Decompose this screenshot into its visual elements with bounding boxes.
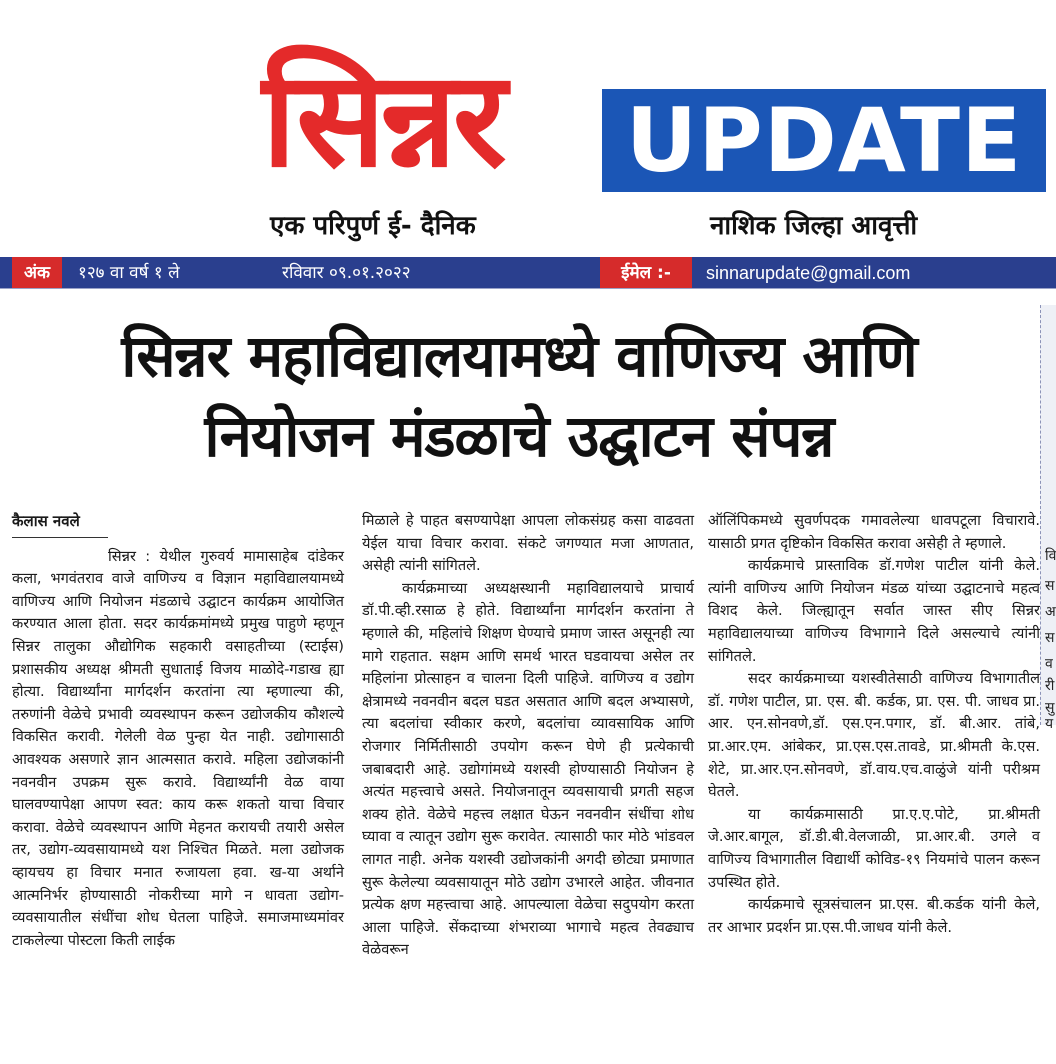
paragraph: ऑलिंपिकमध्ये सुवर्णपदक गमावलेल्या धावपटूला विचारावे. यासाठी प्रगत दृष्टिकोन विकसित करावा असेही ते म्हणाले. (708, 512, 1040, 552)
article-column-2 (362, 510, 694, 962)
email-address[interactable]: sinnarupdate@gmail.com (706, 263, 911, 283)
tagline-district-edition: नाशिक जिल्हा आवृत्ती (710, 211, 918, 241)
fragment-glyph: स (1045, 630, 1055, 646)
fragment-glyph: अ (1045, 604, 1056, 620)
issue-date: रविवार ०९.०१.२०२२ (282, 263, 411, 283)
tagline-edition-type: एक परिपुर्ण ई- दैनिक (270, 211, 476, 241)
bar-divider (0, 288, 1056, 289)
fragment-glyph: री (1045, 678, 1055, 694)
fragment-glyph: सु (1045, 700, 1055, 716)
article-column-3 (708, 510, 1040, 939)
byline-rule (12, 537, 108, 538)
paragraph: मिळाले हे पाहत बसण्यापेक्षा आपला लोकसंग्रह कसा वाढवता येईल याचा विचार करावा. संकटे जगण्यात मजा आणतात, असेही त्यांनी सांगितले. (362, 512, 694, 575)
email-label: ईमेल :- (600, 257, 692, 289)
logo-update-box: UPDATE (602, 89, 1046, 192)
paragraph: कार्यक्रमाचे प्रास्ताविक डॉ.गणेश पाटील यांनी केले. त्यांनी वाणिज्य आणि नियोजन मंडळ यांच्या उद्घाटनाचे महत्व विशद केले. जिल्ह्यातून सर्वात जास्त सीए सिन्नर महाविद्यालयाच्या वाणिज्य विभागाने दिले असल्याचे त्यांनी सांगितले. (708, 557, 1040, 665)
paragraph: कार्यक्रमाचे सूत्रसंचालन प्रा.एस. बी.कर्डक यांनी केले, तर आभार प्रदर्शन प्रा.एस.पी.जाधव यांनी केले. (708, 896, 1040, 936)
issue-label: अंक (12, 257, 62, 289)
fragment-glyph: वि (1045, 548, 1056, 564)
logo-marathi-wordmark: सिन्नर (262, 43, 503, 197)
paragraph: या कार्यक्रमासाठी प्रा.ए.ए.पोटे, प्रा.श्रीमती जे.आर.बागूल, डॉ.डी.बी.वेलजाळी, प्रा.आर.बी. उगले व वाणिज्य विभागातील विद्यार्थी कोविड-१९ नियमांचे पालन करून उपस्थित होते. (708, 805, 1040, 891)
issue-number: १२७ वा वर्ष १ ले (78, 263, 180, 283)
headline-line-2: नियोजन मंडळाचे उद्घाटन संपन्न (204, 402, 834, 470)
paragraph: सदर कार्यक्रमाच्या यशस्वीतेसाठी वाणिज्य विभागातील डॉ. गणेश पाटील, प्रा. एस. बी. कर्डक, प्रा. एस. पी. जाधव प्रा. आर. एन.सोनवणे,डॉ. एस.एन.पगार, डॉ. बी.आर. तांबे, प्रा.आर.एम. आंबेकर, प्रा.एस.एस.तावडे, प्रा.श्रीमती के.एस. शेटे, प्रा.आर.एन.सोनवणे, डॉ.वाय.एच.वाळुंजे यांनी परीश्रम घेतले. (708, 670, 1040, 801)
fragment-glyph: स (1045, 578, 1055, 594)
byline: कैलास नवले (12, 512, 80, 530)
issue-info-bar (0, 257, 1056, 289)
fragment-glyph: य (1045, 716, 1054, 732)
masthead (0, 0, 1056, 255)
article-headline (14, 316, 1024, 476)
adjacent-article-fragment (1040, 305, 1056, 732)
article-column-1 (12, 510, 344, 952)
paragraph: सिन्नर : येथील गुरुवर्य मामासाहेब दांडेकर कला, भगवंतराव वाजे वाणिज्य व विज्ञान महाविद्यालयामध्ये वाणिज्य आणि नियोजन मंडळाचे उद्घाटन कार्यक्रम आयोजित करण्यात आला होता. सदर कार्यक्रमांमध्ये प्रमुख पाहुणे म्हणून सिन्नर तालुका औद्योगिक सहकारी वसाहतीच्या (स्टाईस) प्रशासकीय अध्यक्ष श्रीमती सुधाताई विजय माळोदे-गडाख ह्या होत्या. विद्यार्थ्यांना मार्गदर्शन करतांना त्या म्हणाल्या की, तरुणांनी वेळेचे प्रभावी व्यवस्थापन करून उद्योजकीय कौशल्ये विकसित करावी. गेलेली वेळ पुन्हा येत नाही. उद्योगासाठी आवश्यक असणारे ज्ञान आत्मसात करावे. महिला उद्योजकांनी नवनवीन उपक्रम सुरू करावे. विद्यार्थ्यांनी वेळ वाया घालवण्यापेक्षा आपण स्वत: काय करू शकतो याचा विचार करावा. वेळेचे व्यवस्थापन आणि मेहनत करायची तयारी असेल तर, उद्योग-व्यवसायामध्ये यश निश्चित मिळते. मला उद्योजक व्हायचय हा विचार मनात रुजायला हवा. ख-या अर्थाने आत्मनिर्भर होण्यासाठी नोकरीच्या मागे न धावता उद्योग-व्यवसायातील संधींचा शोध घेतला पाहिजे. समाजमाध्यमांवर टाकलेल्या पोस्टला किती लाईक (12, 547, 344, 949)
headline-line-1: सिन्नर महाविद्यालयामध्ये वाणिज्य आणि (121, 322, 917, 390)
paragraph: कार्यक्रमाच्या अध्यक्षस्थानी महाविद्यालयाचे प्राचार्य डॉ.पी.व्ही.रसाळ हे होते. विद्यार्थ्यांना मार्गदर्शन करतांना ते म्हणाले की, महिलांचे शिक्षण घेण्याचे प्रमाण जास्त असूनही त्या मागे राहतात. सक्षम आणि समर्थ भारत घडवायचा असेल तर महिलांना प्रोत्साहन व चालना दिली पाहिजे. वाणिज्य व उद्योग क्षेत्रामध्ये नवनवीन बदल घडत असतात आणि बदल अभ्यासणे, त्या बदलांचा स्वीकार करणे, बदलांचा व्यावसायिक आणि रोजगार निर्मितीसाठी उपयोग करून घेणे ही प्रत्येकाची जबाबदारी आहे. उद्योगांमध्ये यशस्वी होण्यासाठी नियोजन हे अत्यंत महत्त्वाचे असते. नियोजनातून व्यवसायाची प्रगती सहज शक्य होते. वेळेचे महत्त्व लक्षात घेऊन नवनवीन संधींचा शोध घ्यावा व त्यातून उद्योग सुरू करावेत. त्यासाठी फार मोठे भांडवल लागत नाही. अनेक यशस्वी उद्योजकांनी अगदी छोट्या प्रमाणात सुरू केलेल्या व्यवसायातून मोठे उद्योग उभारले आहेत. जीवनात प्रत्येक क्षण महत्त्वाचा आहे. आपल्याला वेळेचा सदुपयोग करता आला पाहिजे. सेंकदाच्या शंभराव्या भागाचे महत्व तेवढ्याच वेळेवरून (362, 579, 694, 959)
fragment-glyph: व (1045, 656, 1053, 672)
